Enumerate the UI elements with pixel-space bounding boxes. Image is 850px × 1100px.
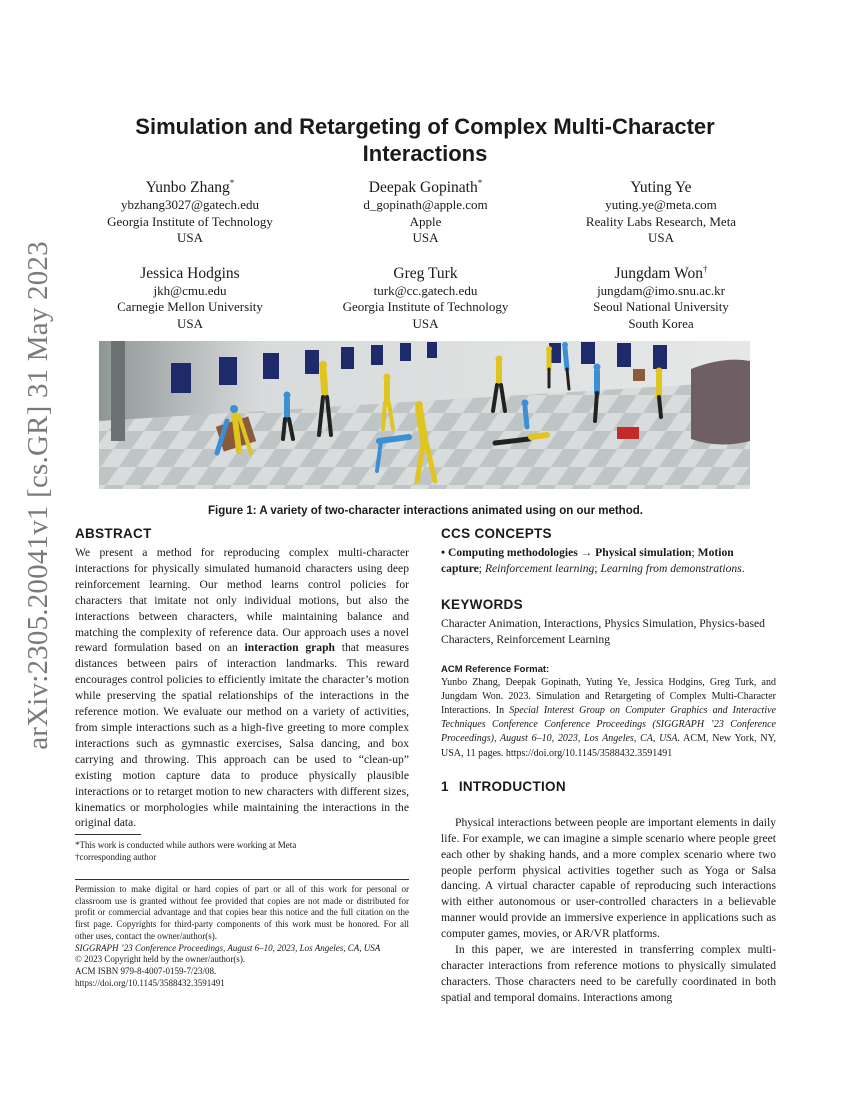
author-country: USA — [412, 315, 439, 331]
author-country: USA — [412, 230, 439, 246]
author-affiliation: Reality Labs Research, Meta — [585, 213, 737, 229]
wall-pillar — [111, 341, 125, 441]
author-name: Jungdam Won — [614, 264, 703, 282]
author-name: Deepak Gopinath — [368, 179, 478, 197]
author-block — [75, 174, 776, 345]
author-country: USA — [647, 230, 674, 246]
author-affiliation: Carnegie Mellon University — [117, 299, 263, 315]
red-box — [617, 427, 639, 439]
reference-format-heading: ACM Reference Format: — [441, 663, 550, 675]
author-2 — [311, 174, 541, 247]
left-column — [75, 526, 409, 831]
author-email: yuting.ye@meta.com — [605, 197, 717, 213]
permission-isbn: ACM ISBN 979-8-4007-0159-7/23/08. — [75, 965, 217, 976]
author-country: South Korea — [628, 315, 694, 331]
round-platform — [691, 360, 750, 445]
reference-format-text: Yunbo Zhang, Deepak Gopinath, Yuting Ye, Jessica Hodgins, Greg Turk, and Jungdam Won. 2023. Simulation and Retargeting of Complex Multi-Character Interactions. In Special Interest Group on Computer Graphics and Interactive Techniques Conference Conference Proceedings (SIGGRAPH ’23 Conference Proceedings), August 6–10, 2023, Los Angeles, CA, USA. ACM, New York, NY, USA, 11 pages. https://doi.org/10.1145/3588432.3591491 — [441, 676, 776, 759]
ccs-heading: CCS CONCEPTS — [441, 526, 552, 541]
paper-title: Simulation and Retargeting of Complex Multi-Character Interactions — [135, 114, 715, 166]
footnote-1: *This work is conducted while authors were working at Meta — [75, 840, 297, 850]
author-affiliation: Apple — [409, 213, 442, 229]
author-email: jkh@cmu.edu — [153, 282, 227, 298]
author-mark: † — [702, 263, 708, 274]
author-6 — [546, 260, 776, 333]
author-4 — [75, 260, 305, 333]
footnotes — [75, 834, 409, 863]
author-email: turk@cc.gatech.edu — [373, 282, 478, 298]
permission-venue: SIGGRAPH ’23 Conference Proceedings, August 6–10, 2023, Los Angeles, CA, USA — [75, 942, 381, 953]
ccs-concepts: • Computing methodologies → Physical simulation; Motion capture; Reinforcement learning; Learning from demonstrations. — [441, 546, 745, 575]
keywords-heading: KEYWORDS — [441, 596, 523, 612]
arxiv-identifier — [18, 240, 58, 750]
author-email: d_gopinath@apple.com — [363, 197, 488, 213]
author-country: USA — [176, 230, 203, 246]
author-mark: * — [477, 178, 483, 188]
footnote-2: †corresponding author — [75, 852, 157, 862]
permission-rule — [75, 879, 409, 880]
author-row-1 — [75, 174, 776, 247]
permission-doi[interactable]: https://doi.org/10.1145/3588432.3591491 — [75, 977, 225, 988]
author-name: Greg Turk — [393, 264, 458, 282]
author-name: Jessica Hodgins — [140, 264, 240, 282]
abstract-heading: ABSTRACT — [75, 526, 152, 541]
abstract-text: We present a method for reproducing complex multi-character interactions for physically simulated humanoid characters using deep reinforcement learning. Our method learns control policies for characters that imitate not only individual motions, but also the interactions between characters, while maintaining balance and matching the complexity of reference data. Our approach uses a novel reward formulation based on an interaction graph that measures distances between pairs of interaction landmarks. This reward encourages control policies to efficiently imitate the character’s motion while preserving the spatial relationships of the interactions in the reference motion. We evaluate our method on a variety of activities, from simple interactions such as a high-five greeting to more complex interactions such as gymnastic exercises, Salsa dancing, and box carrying and throwing. This approach can be used to “clean-up” existing motion capture data to produce physically plausible interactions or to retarget motion to new characters with different sizes, kinematics or morphologies while maintaining the interactions in the original data. — [75, 546, 409, 830]
author-5 — [311, 260, 541, 333]
figure-caption: Figure 1: A variety of two-character interactions animated using on our method. — [208, 505, 643, 517]
footnote-rule — [75, 834, 141, 835]
author-email: ybzhang3027@gatech.edu — [121, 197, 259, 213]
author-name: Yunbo Zhang — [145, 179, 230, 197]
keywords-text: Character Animation, Interactions, Physics Simulation, Physics-based Characters, Reinforcement Learning — [441, 616, 765, 646]
introduction-paragraph-1: Physical interactions between people are important elements in daily life. For example, we can imagine a simple scenario where people greet each other by shaking hands, and a more complex scenario where two people perform physical activities together such as Yoga or Salsa dancing. A virtual character capable of reproducing such interactions with either autonomous or user-controlled characters in a believable manner would provide an immersive experience in applications such as computer games, movies, or AR/VR platforms. — [441, 815, 776, 941]
author-affiliation: Georgia Institute of Technology — [107, 213, 273, 229]
permission-text: Permission to make digital or hard copies of part or all of this work for personal or classroom use is granted without fee provided that copies are not made or distributed for profit or commercial advantage and that copies bear this notice and the full citation on the first page. Copyrights for third-party components of this work must be honored. For all other uses, contact the owner/author(s). — [75, 884, 409, 941]
author-affiliation: Seoul National University — [593, 299, 729, 315]
teaser-figure — [99, 341, 750, 489]
author-row-2 — [75, 260, 776, 333]
introduction-paragraph-2: In this paper, we are interested in transferring complex multi-character interactions from reference motions to physically simulated characters. Those characters need to be carefully coordinated in both spatial and temporal domains. Interactions among — [441, 943, 776, 1004]
abstract-emphasis: interaction graph — [244, 641, 335, 655]
permission-block — [75, 879, 409, 989]
author-3 — [546, 174, 776, 247]
author-1 — [75, 174, 305, 247]
author-mark: * — [229, 178, 235, 188]
right-column — [441, 526, 776, 1006]
permission-copyright: © 2023 Copyright held by the owner/author(s). — [75, 954, 246, 965]
author-email: jungdam@imo.snu.ac.kr — [597, 282, 725, 298]
author-country: USA — [176, 315, 203, 331]
arxiv-id-text: arXiv:2305.20041v1 [cs.GR] 31 May 2023 — [21, 240, 54, 750]
author-affiliation: Georgia Institute of Technology — [342, 299, 509, 315]
section-number: 1 — [441, 778, 449, 794]
author-name: Yuting Ye — [630, 179, 692, 197]
introduction-heading: 1 INTRODUCTION — [441, 778, 566, 794]
